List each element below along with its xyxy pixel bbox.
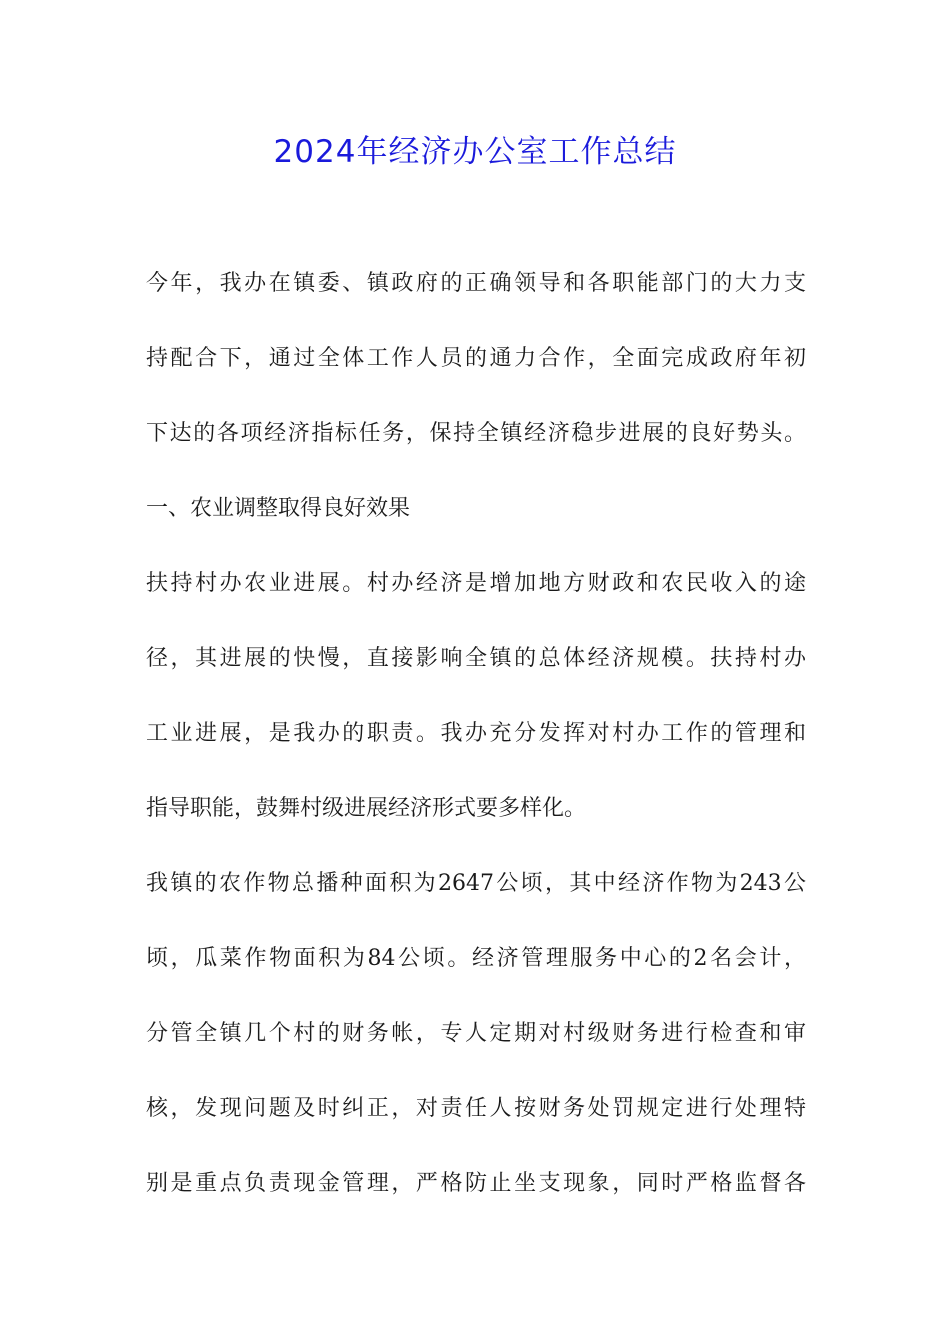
paragraph-line: 工业进展，是我办的职责。我办充分发挥对村办工作的管理和 xyxy=(146,721,806,746)
paragraph-line: 扶持村办农业进展。村办经济是增加地方财政和农民收入的途 xyxy=(146,571,806,596)
paragraph-line: 顷，瓜菜作物面积为84公顷。经济管理服务中心的2名会计， xyxy=(146,946,806,971)
paragraph-line: 别是重点负责现金管理，严格防止坐支现象，同时严格监督各 xyxy=(146,1171,806,1196)
paragraph-line: 我镇的农作物总播种面积为2647公顷，其中经济作物为243公 xyxy=(146,871,806,896)
paragraph-line: 今年，我办在镇委、镇政府的正确领导和各职能部门的大力支 xyxy=(146,271,806,296)
document-title: 2024年经济办公室工作总结 xyxy=(273,134,677,170)
paragraph-line: 径，其进展的快慢，直接影响全镇的总体经济规模。扶持村办 xyxy=(146,646,806,671)
paragraph-line: 持配合下，通过全体工作人员的通力合作，全面完成政府年初 xyxy=(146,346,806,371)
section-heading: 一、农业调整取得良好效果 xyxy=(146,496,411,521)
paragraph-line: 下达的各项经济指标任务，保持全镇经济稳步进展的良好势头。 xyxy=(146,421,806,446)
paragraph-line: 核，发现问题及时纠正，对责任人按财务处罚规定进行处理特 xyxy=(146,1096,806,1121)
paragraph-line: 指导职能，鼓舞村级进展经济形式要多样化。 xyxy=(146,796,587,821)
paragraph-line: 分管全镇几个村的财务帐，专人定期对村级财务进行检查和审 xyxy=(146,1021,806,1046)
